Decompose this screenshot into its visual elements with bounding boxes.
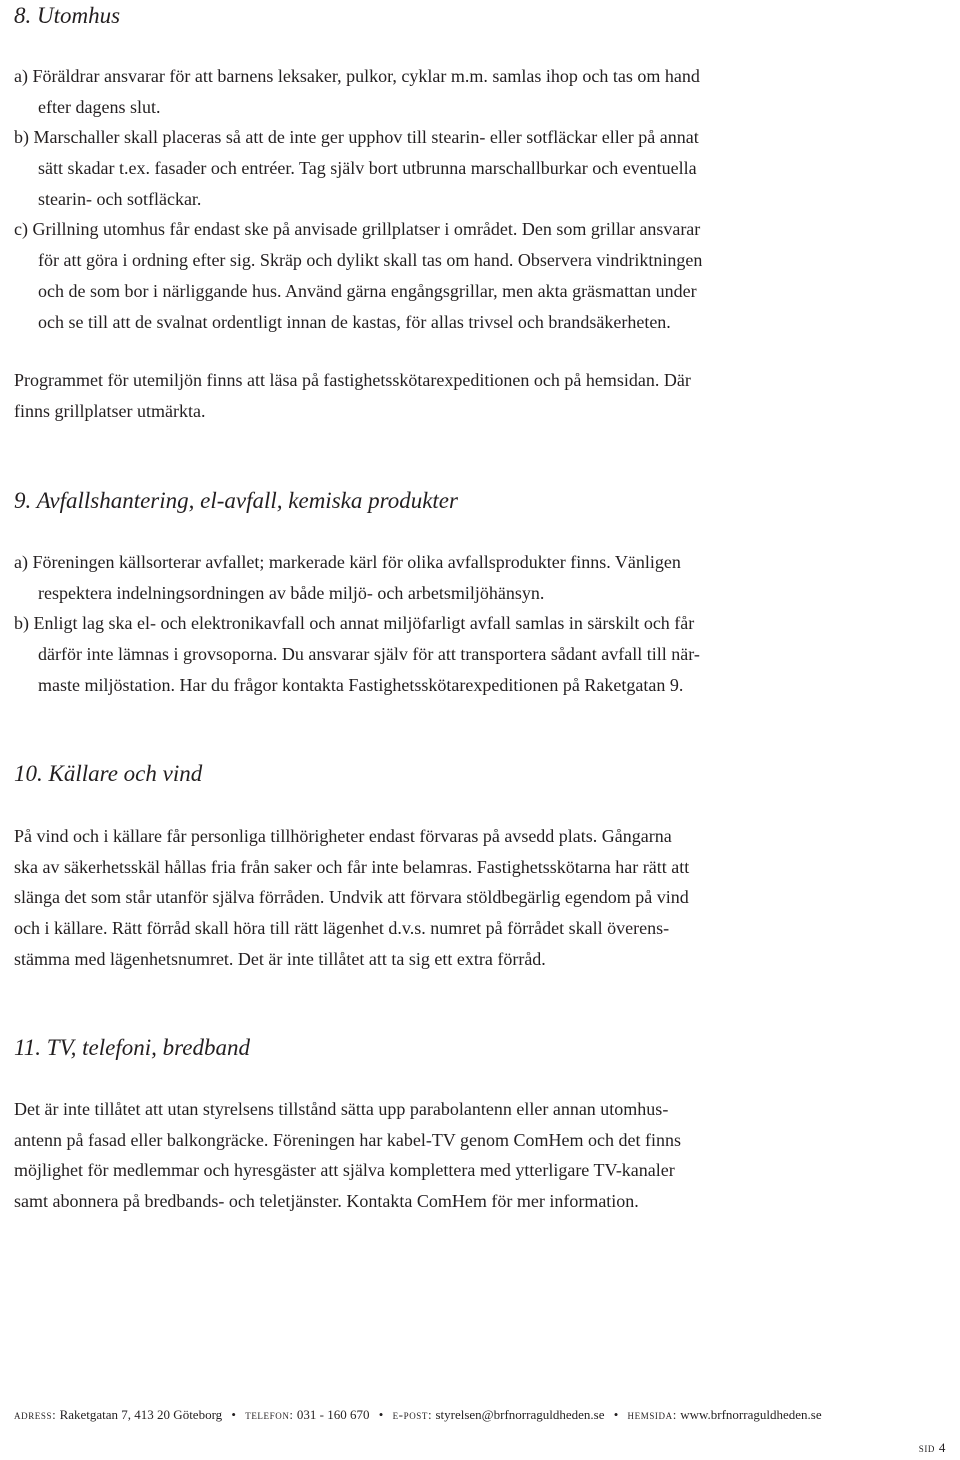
hemsida-value[interactable]: www.brfnorraguldheden.se — [680, 1407, 822, 1422]
item-b-line-1: b) Enligt lag ska el- och elektronikavfall och annat miljöfarligt avfall samlas in särskilt och får — [14, 613, 695, 634]
separator-dot: • — [613, 1407, 619, 1422]
paragraph-line-5: stämma med lägenhetsnumret. Det är inte tillåtet att ta sig ett extra förråd. — [14, 948, 546, 969]
telefon-label: telefon: — [245, 1407, 294, 1422]
item-c-line-4: och se till att de svalnat ordentligt innan de kastas, för allas trivsel och brandsäkerheten. — [38, 311, 671, 332]
paragraph-line-3: möjlighet för medlemmar och hyresgäster att själva komplettera med ytterligare TV-kanaler — [14, 1160, 675, 1181]
adress-label: adress: — [14, 1407, 57, 1422]
hemsida-label: hemsida: — [627, 1407, 677, 1422]
paragraph-line-4: samt abonnera på bredbands- och teletjänster. Kontakta ComHem för mer information. — [14, 1191, 639, 1212]
item-a-line-1: a) Föreningen källsorterar avfallet; markerade kärl för olika avfallsprodukter finns. Vänligen — [14, 552, 681, 572]
section-9-list — [14, 547, 934, 700]
paragraph-line-2: ska av säkerhetsskäl hållas fria från saker och får inte belamras. Fastighetsskötarna har rätt att — [14, 856, 690, 877]
item-c-line-2: för att göra i ordning efter sig. Skräp och dylikt skall tas om hand. Observera vindriktningen — [38, 250, 703, 271]
item-c-line-1: c) Grillning utomhus får endast ske på anvisade grillplatser i området. Den som grillar ansvarar — [14, 219, 701, 240]
paragraph-line-1: Det är inte tillåtet att utan styrelsens tillstånd sätta upp parabolantenn eller annan utomhus- — [14, 1099, 669, 1119]
epost-value[interactable]: styrelsen@brfnorraguldheden.se — [435, 1407, 605, 1422]
footer-contact — [14, 1406, 934, 1424]
paragraph-line-2: antenn på fasad eller balkongräcke. Föreningen har kabel-TV genom ComHem och det finns — [14, 1129, 681, 1150]
paragraph-line-1: På vind och i källare får personliga tillhörigheter endast förvaras på avsedd plats. Gångarna — [14, 826, 672, 846]
item-b-line-3: maste miljöstation. Har du frågor kontakta Fastighetsskötarexpeditionen på Raketgatan 9. — [38, 674, 684, 695]
section-8-paragraph — [14, 365, 934, 426]
telefon-value: 031 - 160 670 — [296, 1407, 370, 1422]
section-8-list — [14, 61, 934, 337]
item-c-line-3: och de som bor i närliggande hus. Använd gärna engångsgrillar, men akta gräsmattan under — [38, 280, 697, 301]
item-b-line-2: därför inte lämnas i grovsoporna. Du ansvarar själv för att transportera sådant avfall till när- — [38, 644, 700, 665]
item-a-line-1: a) Föräldrar ansvarar för att barnens leksaker, pulkor, cyklar m.m. samlas ihop och tas om hand — [14, 66, 700, 86]
section-8-heading: 8. Utomhus — [14, 3, 121, 28]
paragraph-line-2: finns grillplatser utmärkta. — [14, 400, 206, 421]
paragraph-line-3: slänga det som står utanför själva förråden. Undvik att förvara stöldbegärlig egendom på vind — [14, 887, 689, 908]
item-a-line-2: efter dagens slut. — [38, 96, 161, 117]
epost-label: e-post: — [392, 1407, 433, 1422]
item-b-line-2: sätt skadar t.ex. fasader och entréer. Tag själv bort utbrunna marschallburkar och eventuella — [38, 158, 697, 179]
section-9-heading: 9. Avfallshantering, el-avfall, kemiska produkter — [14, 488, 458, 513]
paragraph-line-1: Programmet för utemiljön finns att läsa på fastighetsskötarexpeditionen och på hemsidan. Där — [14, 370, 691, 390]
section-10-heading: 10. Källare och vind — [14, 761, 203, 786]
item-b-line-3: stearin- och sotfläckar. — [38, 188, 202, 209]
page-number: sid 4 — [918, 1440, 946, 1455]
section-11-heading: 11. TV, telefoni, bredband — [14, 1035, 250, 1060]
item-b-line-1: b) Marschaller skall placeras så att de inte ger upphov till stearin- eller sotfläckar eller på annat — [14, 127, 699, 148]
item-a-line-2: respektera indelningsordningen av både miljö- och arbetsmiljöhänsyn. — [38, 582, 545, 603]
adress-value: Raketgatan 7, 413 20 Göteborg — [59, 1407, 223, 1422]
section-10-paragraph — [14, 821, 934, 974]
section-11-paragraph — [14, 1094, 934, 1217]
separator-dot: • — [378, 1407, 384, 1422]
paragraph-line-4: och i källare. Rätt förråd skall höra till rätt lägenhet d.v.s. numret på förrådet skall överens- — [14, 918, 670, 939]
separator-dot: • — [231, 1407, 236, 1422]
